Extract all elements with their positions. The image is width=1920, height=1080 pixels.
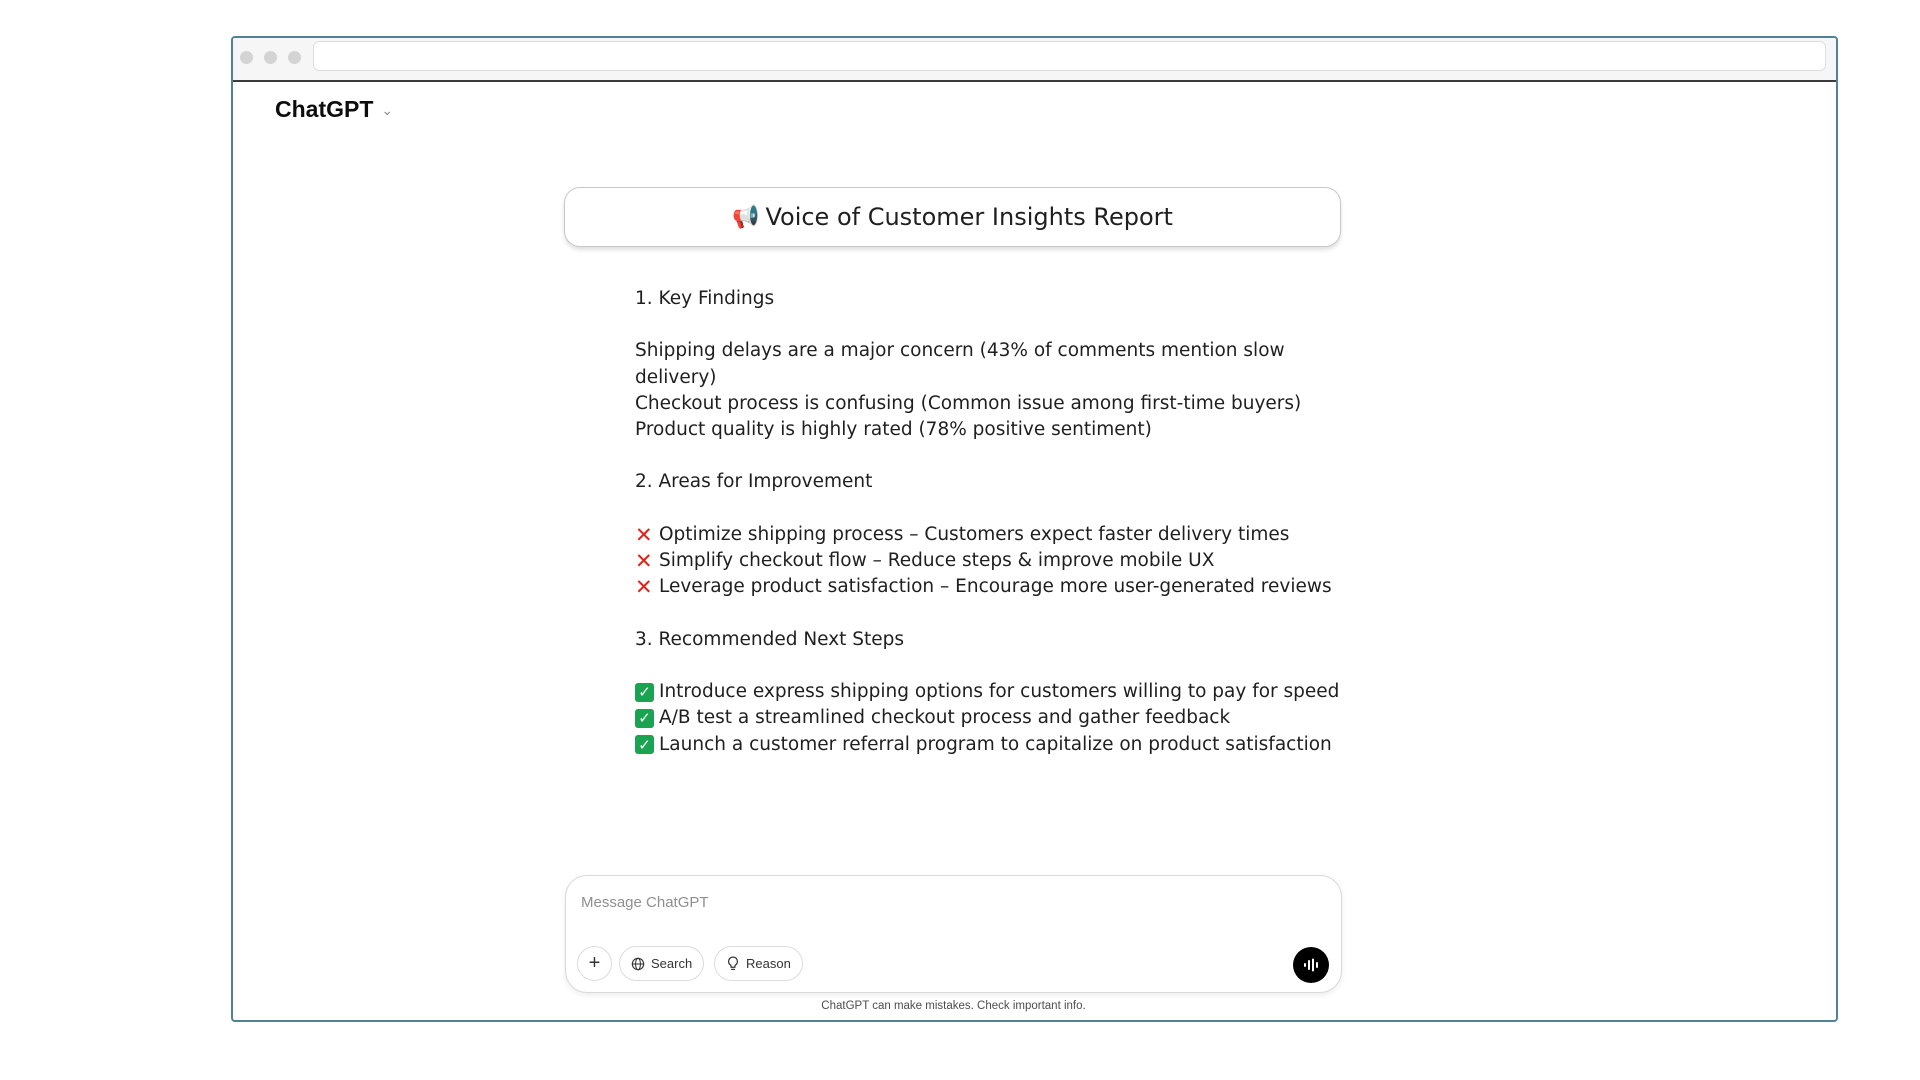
cross-mark-icon: ✕ — [635, 549, 653, 574]
list-item: Shipping delays are a major concern (43% of comments mention slow — [635, 340, 1285, 362]
list-item — [635, 679, 1355, 705]
list-item-text: Optimize shipping process – Customers expect faster delivery times — [659, 523, 1290, 545]
list-item-text: Introduce express shipping options for customers willing to pay for speed — [659, 680, 1340, 702]
list-item — [635, 705, 1355, 731]
message-input[interactable] — [581, 890, 1181, 914]
disclaimer-text: ChatGPT can make mistakes. Check important info. — [821, 1000, 1086, 1012]
window-close-dot[interactable] — [240, 51, 253, 64]
search-button-label: Search — [651, 956, 693, 971]
browser-window — [231, 36, 1838, 1022]
list-item: Checkout process is confusing (Common issue among first-time buyers) — [635, 392, 1302, 414]
list-item-text: A/B test a streamlined checkout process and gather feedback — [659, 707, 1231, 729]
improvement-list — [635, 522, 1355, 601]
lightbulb-icon — [726, 956, 740, 971]
attach-button[interactable] — [577, 946, 612, 981]
message-composer — [565, 875, 1342, 993]
list-item: delivery) — [635, 366, 717, 388]
next-steps-list — [635, 679, 1355, 758]
window-minimize-dot[interactable] — [264, 51, 277, 64]
globe-icon — [631, 957, 645, 971]
list-item-text: Leverage product satisfaction – Encourage more user-generated reviews — [659, 576, 1332, 598]
browser-titlebar — [233, 38, 1836, 82]
address-bar[interactable] — [313, 41, 1826, 71]
voice-mode-button[interactable] — [1293, 947, 1329, 983]
report-title: Voice of Customer Insights Report — [765, 203, 1173, 231]
search-button[interactable] — [619, 946, 704, 981]
list-item — [635, 732, 1355, 758]
cross-mark-icon: ✕ — [635, 522, 653, 547]
chevron-down-icon: ⌄ — [381, 102, 394, 118]
megaphone-icon: 📢 — [732, 204, 760, 230]
section-heading-next-steps: 3. Recommended Next Steps — [635, 628, 905, 650]
list-item-text: Launch a customer referral program to capitalize on product satisfaction — [659, 733, 1332, 755]
plus-icon: + — [588, 952, 601, 974]
section-heading-key-findings: 1. Key Findings — [635, 288, 775, 309]
check-mark-icon: ✓ — [635, 709, 654, 728]
window-maximize-dot[interactable] — [288, 51, 301, 64]
list-item-text: Simplify checkout flow – Reduce steps & improve mobile UX — [659, 550, 1215, 572]
report-title-card — [564, 187, 1341, 247]
report-body — [635, 286, 1355, 784]
voice-waveform-icon — [1303, 958, 1319, 972]
check-mark-icon: ✓ — [635, 735, 654, 754]
list-item — [635, 522, 1355, 548]
list-item — [635, 574, 1355, 600]
reason-button[interactable] — [714, 946, 803, 981]
list-item: Product quality is highly rated (78% positive sentiment) — [635, 419, 1152, 441]
reason-button-label: Reason — [746, 956, 791, 971]
list-item — [635, 548, 1355, 574]
model-selector[interactable] — [275, 96, 393, 123]
app-title: ChatGPT — [275, 96, 374, 122]
cross-mark-icon: ✕ — [635, 575, 653, 600]
section-heading-areas-for-improvement: 2. Areas for Improvement — [635, 471, 873, 493]
check-mark-icon: ✓ — [635, 683, 654, 702]
key-findings-list — [635, 338, 1355, 443]
